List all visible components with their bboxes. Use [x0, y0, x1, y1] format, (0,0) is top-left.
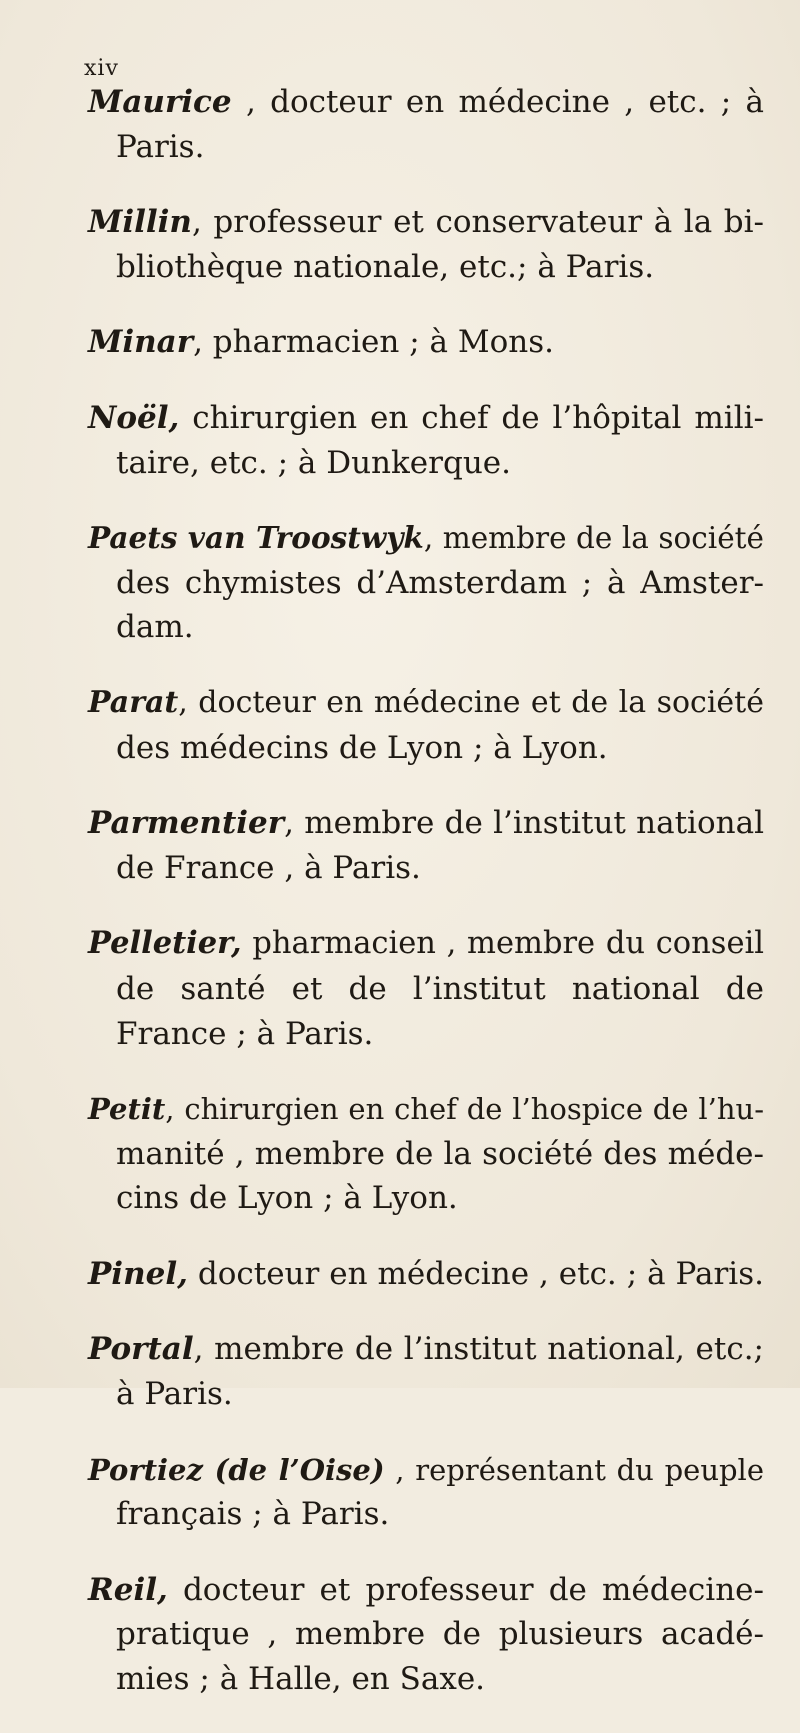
- entry-text: , chirurgien en chef de l’hospice de l’hu-: [165, 1092, 764, 1127]
- entry-first-line: [88, 1327, 764, 1372]
- entry-continuation: France ; à Paris.: [116, 1015, 374, 1052]
- entry-continuation: français ; à Paris.: [116, 1496, 390, 1533]
- entry-text: docteur et professeur de médecine-: [167, 1571, 764, 1608]
- person-name: Pelletier,: [88, 925, 242, 962]
- entry-first-line: [88, 396, 764, 441]
- person-name: Portal: [88, 1331, 194, 1368]
- entry-text: , membre de l’institut national, etc.;: [193, 1331, 764, 1368]
- entry-first-line: [88, 320, 764, 365]
- entry-continuation: Paris.: [116, 128, 205, 165]
- person-name: Pinel,: [88, 1255, 188, 1292]
- entry-continuation: mies ; à Halle, en Saxe.: [116, 1661, 486, 1698]
- person-name: Reil,: [88, 1571, 168, 1608]
- entry-text: , membre de l’institut national: [284, 805, 764, 842]
- entry-continuation: cins de Lyon ; à Lyon.: [116, 1180, 458, 1217]
- entry-first-line: [88, 681, 764, 726]
- person-name: Parat: [88, 684, 179, 720]
- entry-first-line: [88, 200, 764, 245]
- person-name: Paets van Troostwyk: [88, 520, 424, 556]
- entry-first-line: [88, 1252, 764, 1297]
- page-number: xiv: [84, 56, 119, 81]
- entry-text: docteur en médecine , etc. ; à Paris.: [187, 1255, 764, 1292]
- entry-continuation: pratique , membre de plusieurs acadé-: [116, 1616, 764, 1653]
- entry-text: , professeur et conservateur à la bi-: [191, 204, 764, 241]
- person-name: Portiez (de l’Oise): [88, 1452, 385, 1487]
- entry-continuation: bliothèque nationale, etc.; à Paris.: [116, 248, 655, 285]
- entry-first-line: [88, 801, 764, 846]
- entry-continuation: des médecins de Lyon ; à Lyon.: [116, 729, 608, 766]
- entry-first-line: [88, 516, 764, 561]
- entry-text: , membre de la société: [423, 521, 764, 556]
- entry-list: [88, 80, 764, 1733]
- entry-first-line: [88, 80, 764, 125]
- entry-continuation: manité , membre de la société des méde-: [116, 1135, 764, 1172]
- entry-first-line: [88, 1568, 764, 1613]
- entry-text: , représentant du peuple: [384, 1452, 764, 1487]
- person-name: Noël,: [88, 399, 180, 436]
- entry-first-line: [88, 1448, 764, 1493]
- entry-text: , pharmacien ; à Mons.: [193, 324, 554, 361]
- entry-first-line: [88, 921, 764, 967]
- person-name: Maurice: [88, 84, 232, 120]
- entry-continuation: dam.: [116, 609, 194, 646]
- person-name: Minar: [88, 324, 194, 361]
- entry-text: , docteur en médecine et de la société: [178, 684, 764, 720]
- entry-continuation: de santé et de l’institut national de: [116, 970, 764, 1007]
- entry-first-line: [88, 1087, 764, 1132]
- person-name: Petit: [88, 1092, 166, 1127]
- person-name: Parmentier: [88, 805, 285, 842]
- entry-text: pharmacien , membre du conseil: [241, 926, 764, 962]
- entry-continuation: taire, etc. ; à Dunkerque.: [116, 444, 511, 481]
- entry-continuation: à Paris.: [116, 1376, 233, 1413]
- entry-continuation: des chymistes d’Amsterdam ; à Amster-: [116, 564, 764, 601]
- person-name: Millin: [88, 204, 192, 241]
- entry-continuation: de France , à Paris.: [116, 849, 421, 886]
- entry-text: , docteur en médecine , etc. ; à: [231, 84, 764, 120]
- entry-text: chirurgien en chef de l’hôpital mili-: [179, 399, 764, 436]
